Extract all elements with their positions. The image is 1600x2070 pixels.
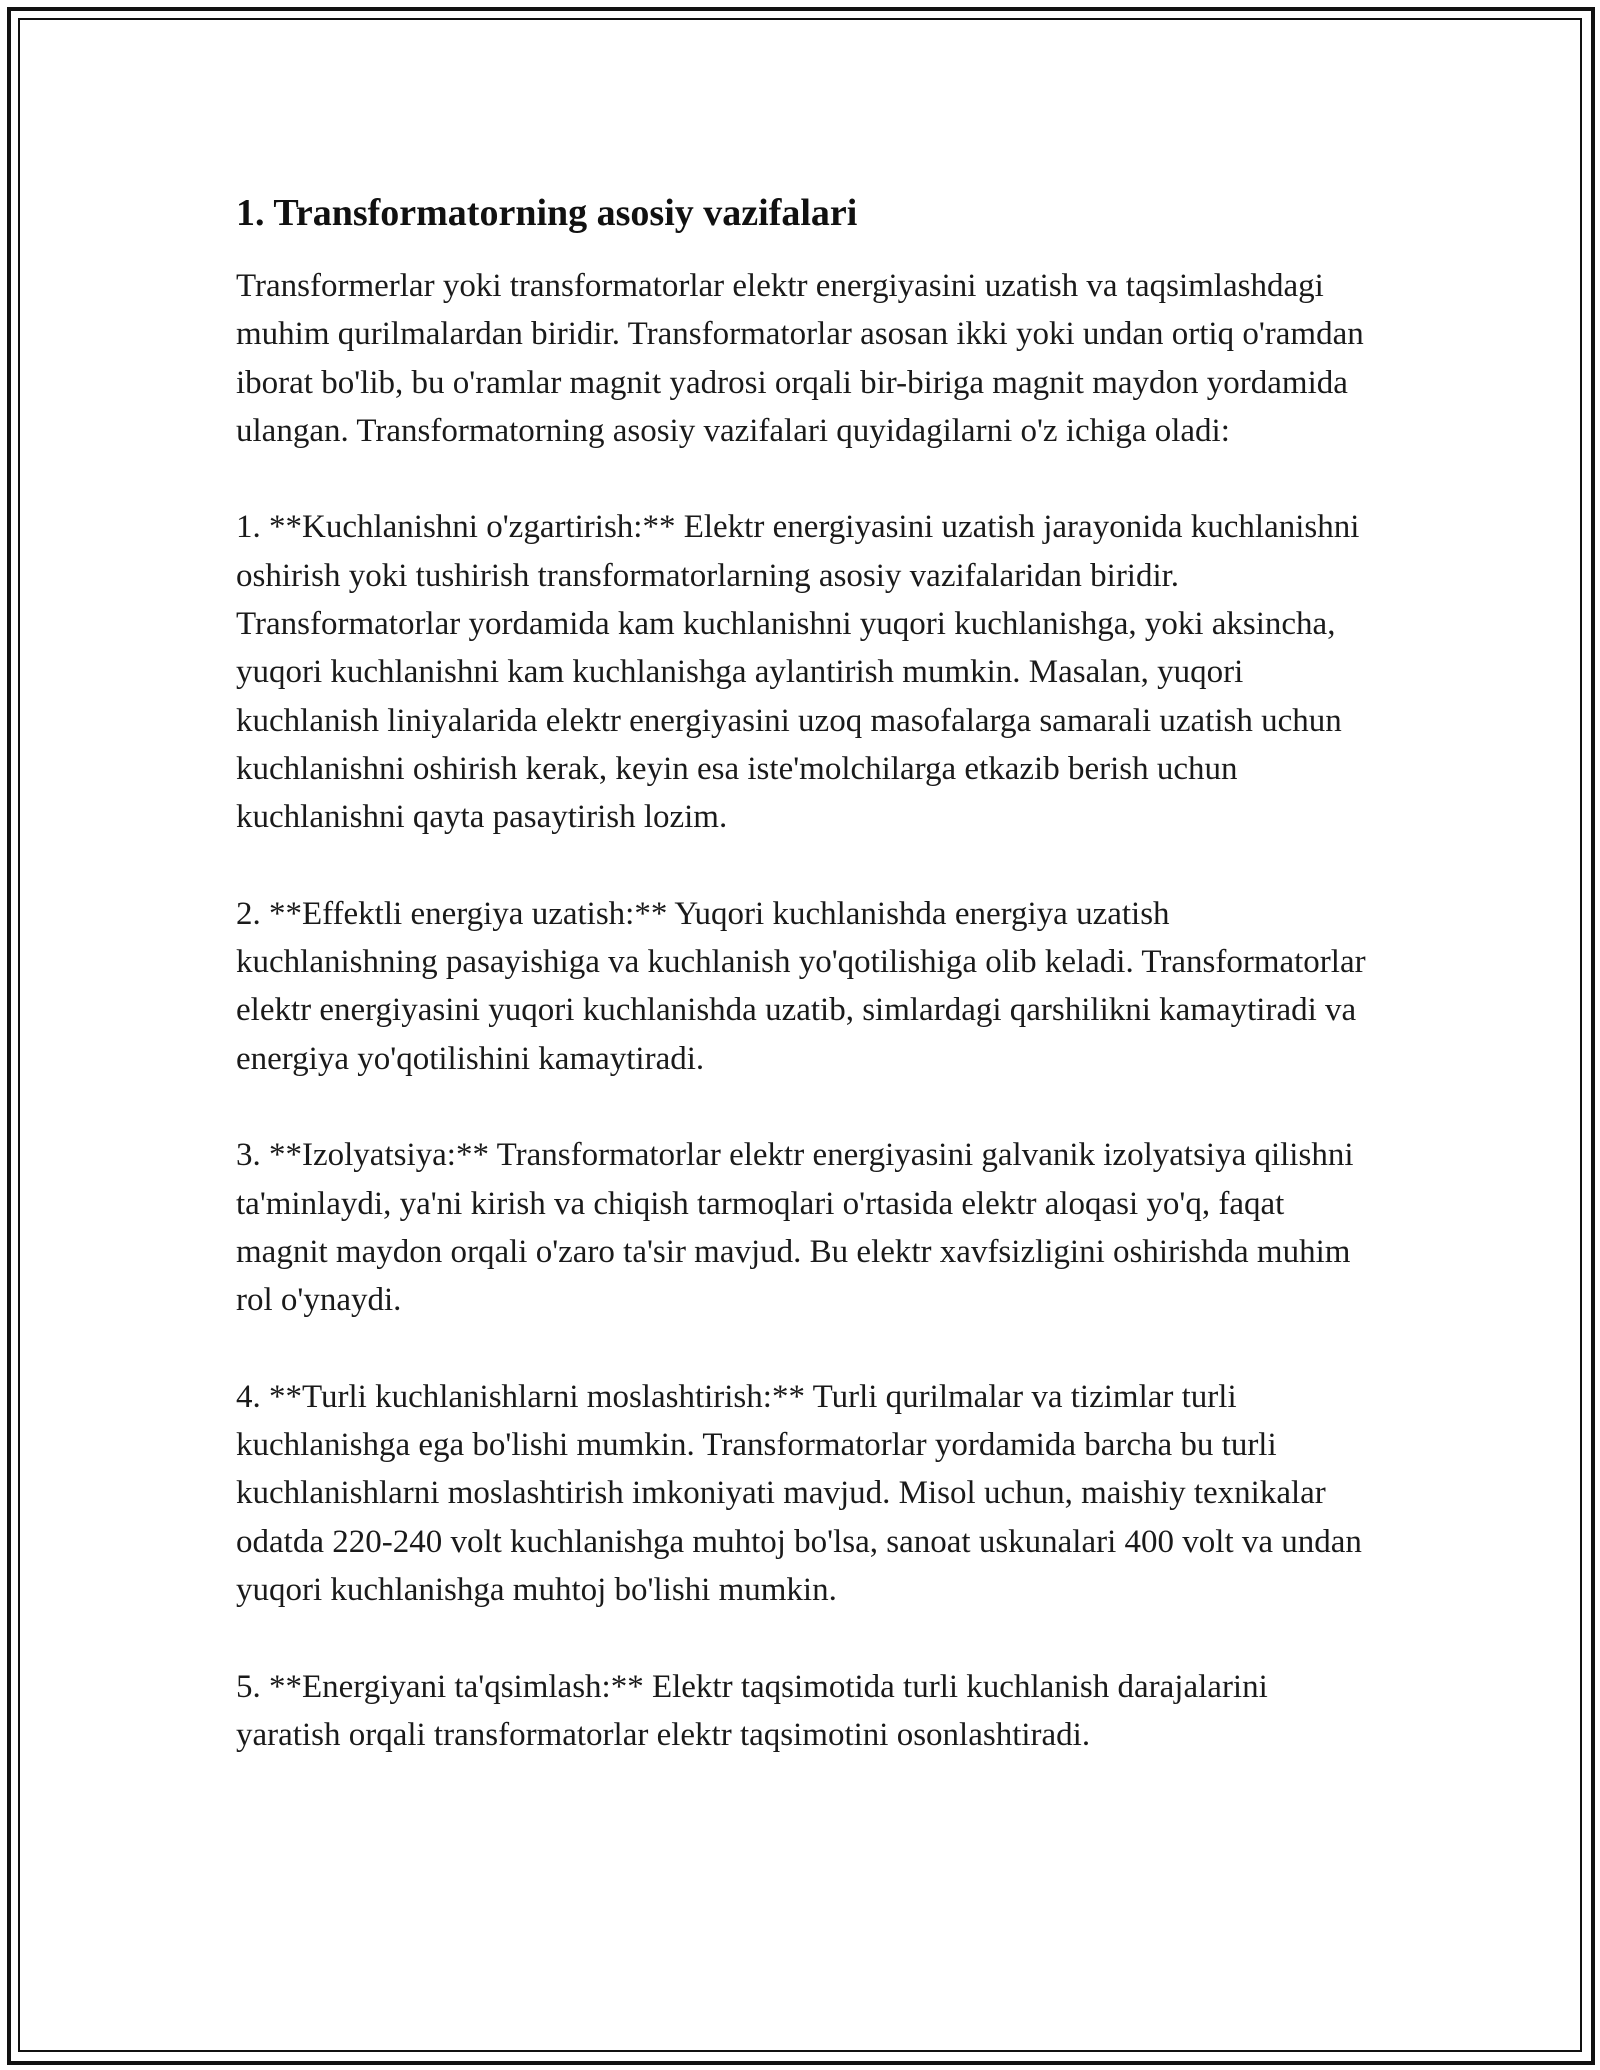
list-item-isolation: 3. **Izolyatsiya:** Transformatorlar elektr energiyasini galvanik izolyatsiya qilishni ta'minlaydi, ya'ni kirish va chiqish tarmoqlari o'rtasida elektr aloqasi yo'q, faqat magnit maydon orqali o'zaro ta'sir mavjud. Bu elektr xavfsizligini oshirishda muhim rol o'ynaydi. [236, 1137, 1354, 1319]
list-item-voltage-conversion: 1. **Kuchlanishni o'zgartirish:** Elektr energiyasini uzatish jarayonida kuchlanishni oshirish yoki tushirish transformatorlarning asosiy vazifalaridan biridir. Transformatorlar yordamida kam kuchlanishni yuqori kuchlanishga, yoki aksincha, yuqori kuchlanishni kam kuchlanishga aylantirish mumkin. Masalan, yuqori kuchlanish liniyalarida elektr energiyasini uzoq masofalarga samarali uzatish uchun kuchlanishni oshirish kerak, keyin esa iste'molchilarga etkazib berish uchun kuchlanishni qayta pasaytirish lozim. [236, 509, 1360, 836]
intro-paragraph: Transformerlar yoki transformatorlar elektr energiyasini uzatish va taqsimlashdagi muhim qurilmalardan biridir. Transformatorlar asosan ikki yoki undan ortiq o'ramdan iborat bo'lib, bu o'ramlar magnit yadrosi orqali bir-biriga magnit maydon yordamida ulangan. Transformatorning asosiy vazifalari quyidagilarni o'z ichiga oladi: [236, 268, 1364, 449]
document-body [236, 186, 1366, 1808]
list-item-energy-distribution: 5. **Energiyani ta'qsimlash:** Elektr taqsimotida turli kuchlanish darajalarini yaratish orqali transformatorlar elektr taqsimotini osonlashtiradi. [236, 1668, 1268, 1753]
section-heading: 1. Transformatorning asosiy vazifalari [236, 192, 858, 234]
list-item-efficient-transmission: 2. **Effektli energiya uzatish:** Yuqori kuchlanishda energiya uzatish kuchlanishning pasayishiga va kuchlanish yo'qotilishiga olib keladi. Transformatorlar elektr energiyasini yuqori kuchlanishda uzatib, simlardagi qarshilikni kamaytiradi va energiya yo'qotilishini kamaytiradi. [236, 895, 1366, 1077]
list-item-voltage-matching: 4. **Turli kuchlanishlarni moslashtirish:** Turli qurilmalar va tizimlar turli kuchlanishga ega bo'lishi mumkin. Transformatorlar yordamida barcha bu turli kuchlanishlarni moslashtirish imkoniyati mavjud. Misol uchun, maishiy texnikalar odatda 220-240 volt kuchlanishga muhtoj bo'lsa, sanoat uskunalari 400 volt va undan yuqori kuchlanishga muhtoj bo'lishi mumkin. [236, 1378, 1362, 1609]
